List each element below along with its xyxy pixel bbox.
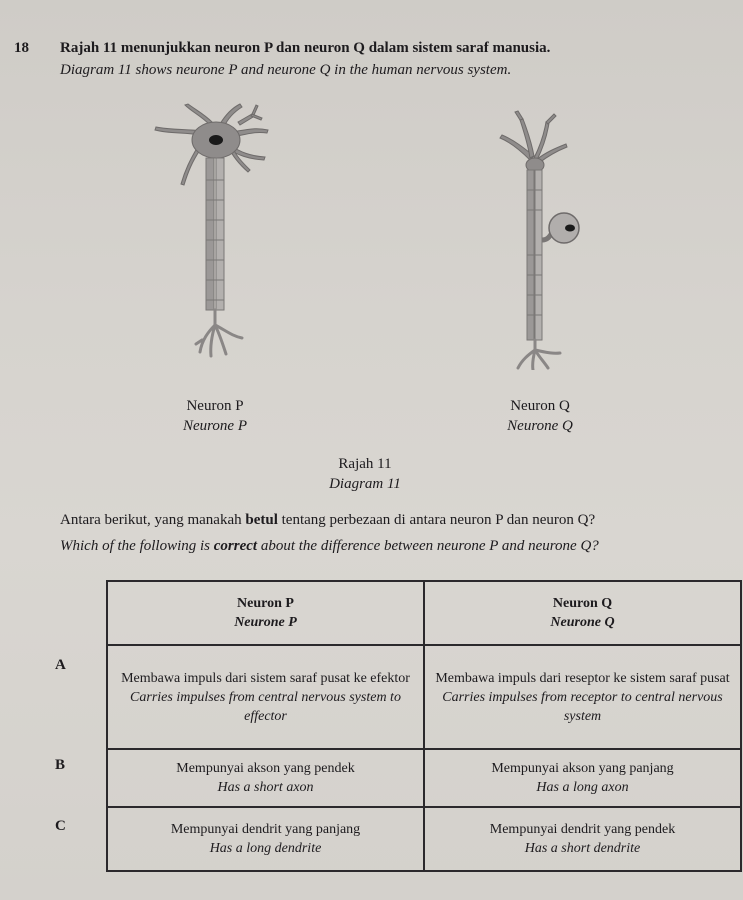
neuron-q-label-english: Neurone Q	[507, 418, 573, 434]
neuron-q-illustration	[480, 110, 600, 370]
question-stem-english: Diagram 11 shows neurone P and neurone Q in the human nervous system.	[60, 62, 512, 78]
neuron-p-illustration	[140, 100, 290, 370]
option-a-neuron-p: Membawa impuls dari sistem saraf pusat ke efektor Carries impulses from central nervous system to effector	[107, 645, 424, 749]
option-label-a[interactable]: A	[55, 657, 66, 673]
option-b-neuron-p: Mempunyai akson yang pendek Has a short axon	[107, 749, 424, 807]
neuron-p-label-english: Neurone P	[182, 418, 247, 434]
diagram-title-malay: Rajah 11	[338, 456, 392, 472]
table-header-row	[107, 581, 741, 645]
question-stem-malay: Rajah 11 menunjukkan neuron P dan neuron Q dalam sistem saraf manusia.	[60, 40, 551, 56]
option-a-neuron-q: Membawa impuls dari reseptor ke sistem saraf pusat Carries impulses from receptor to central nervous system	[424, 645, 741, 749]
neuron-q-label-malay: Neuron Q	[510, 398, 570, 414]
option-b-neuron-q: Mempunyai akson yang panjang Has a long axon	[424, 749, 741, 807]
neuron-p-label-malay: Neuron P	[186, 398, 244, 414]
diagram-title-english: Diagram 11	[329, 476, 401, 492]
option-c-neuron-p: Mempunyai dendrit yang panjang Has a long dendrite	[107, 807, 424, 871]
prompt-malay: Antara berikut, yang manakah betul tentang perbezaan di antara neuron P dan neuron Q?	[60, 512, 596, 528]
question-number: 18	[14, 40, 29, 56]
header-neuron-p: Neuron P Neurone P	[107, 581, 424, 645]
table-row	[107, 749, 741, 807]
option-label-b[interactable]: B	[55, 757, 66, 773]
options-table	[106, 580, 742, 872]
header-neuron-q: Neuron Q Neurone Q	[424, 581, 741, 645]
table-row	[107, 807, 741, 871]
option-label-c[interactable]: C	[55, 818, 66, 834]
prompt-english: Which of the following is correct about the difference between neurone P and neurone Q?	[60, 538, 599, 554]
table-row	[107, 645, 741, 749]
option-c-neuron-q: Mempunyai dendrit yang pendek Has a short dendrite	[424, 807, 741, 871]
